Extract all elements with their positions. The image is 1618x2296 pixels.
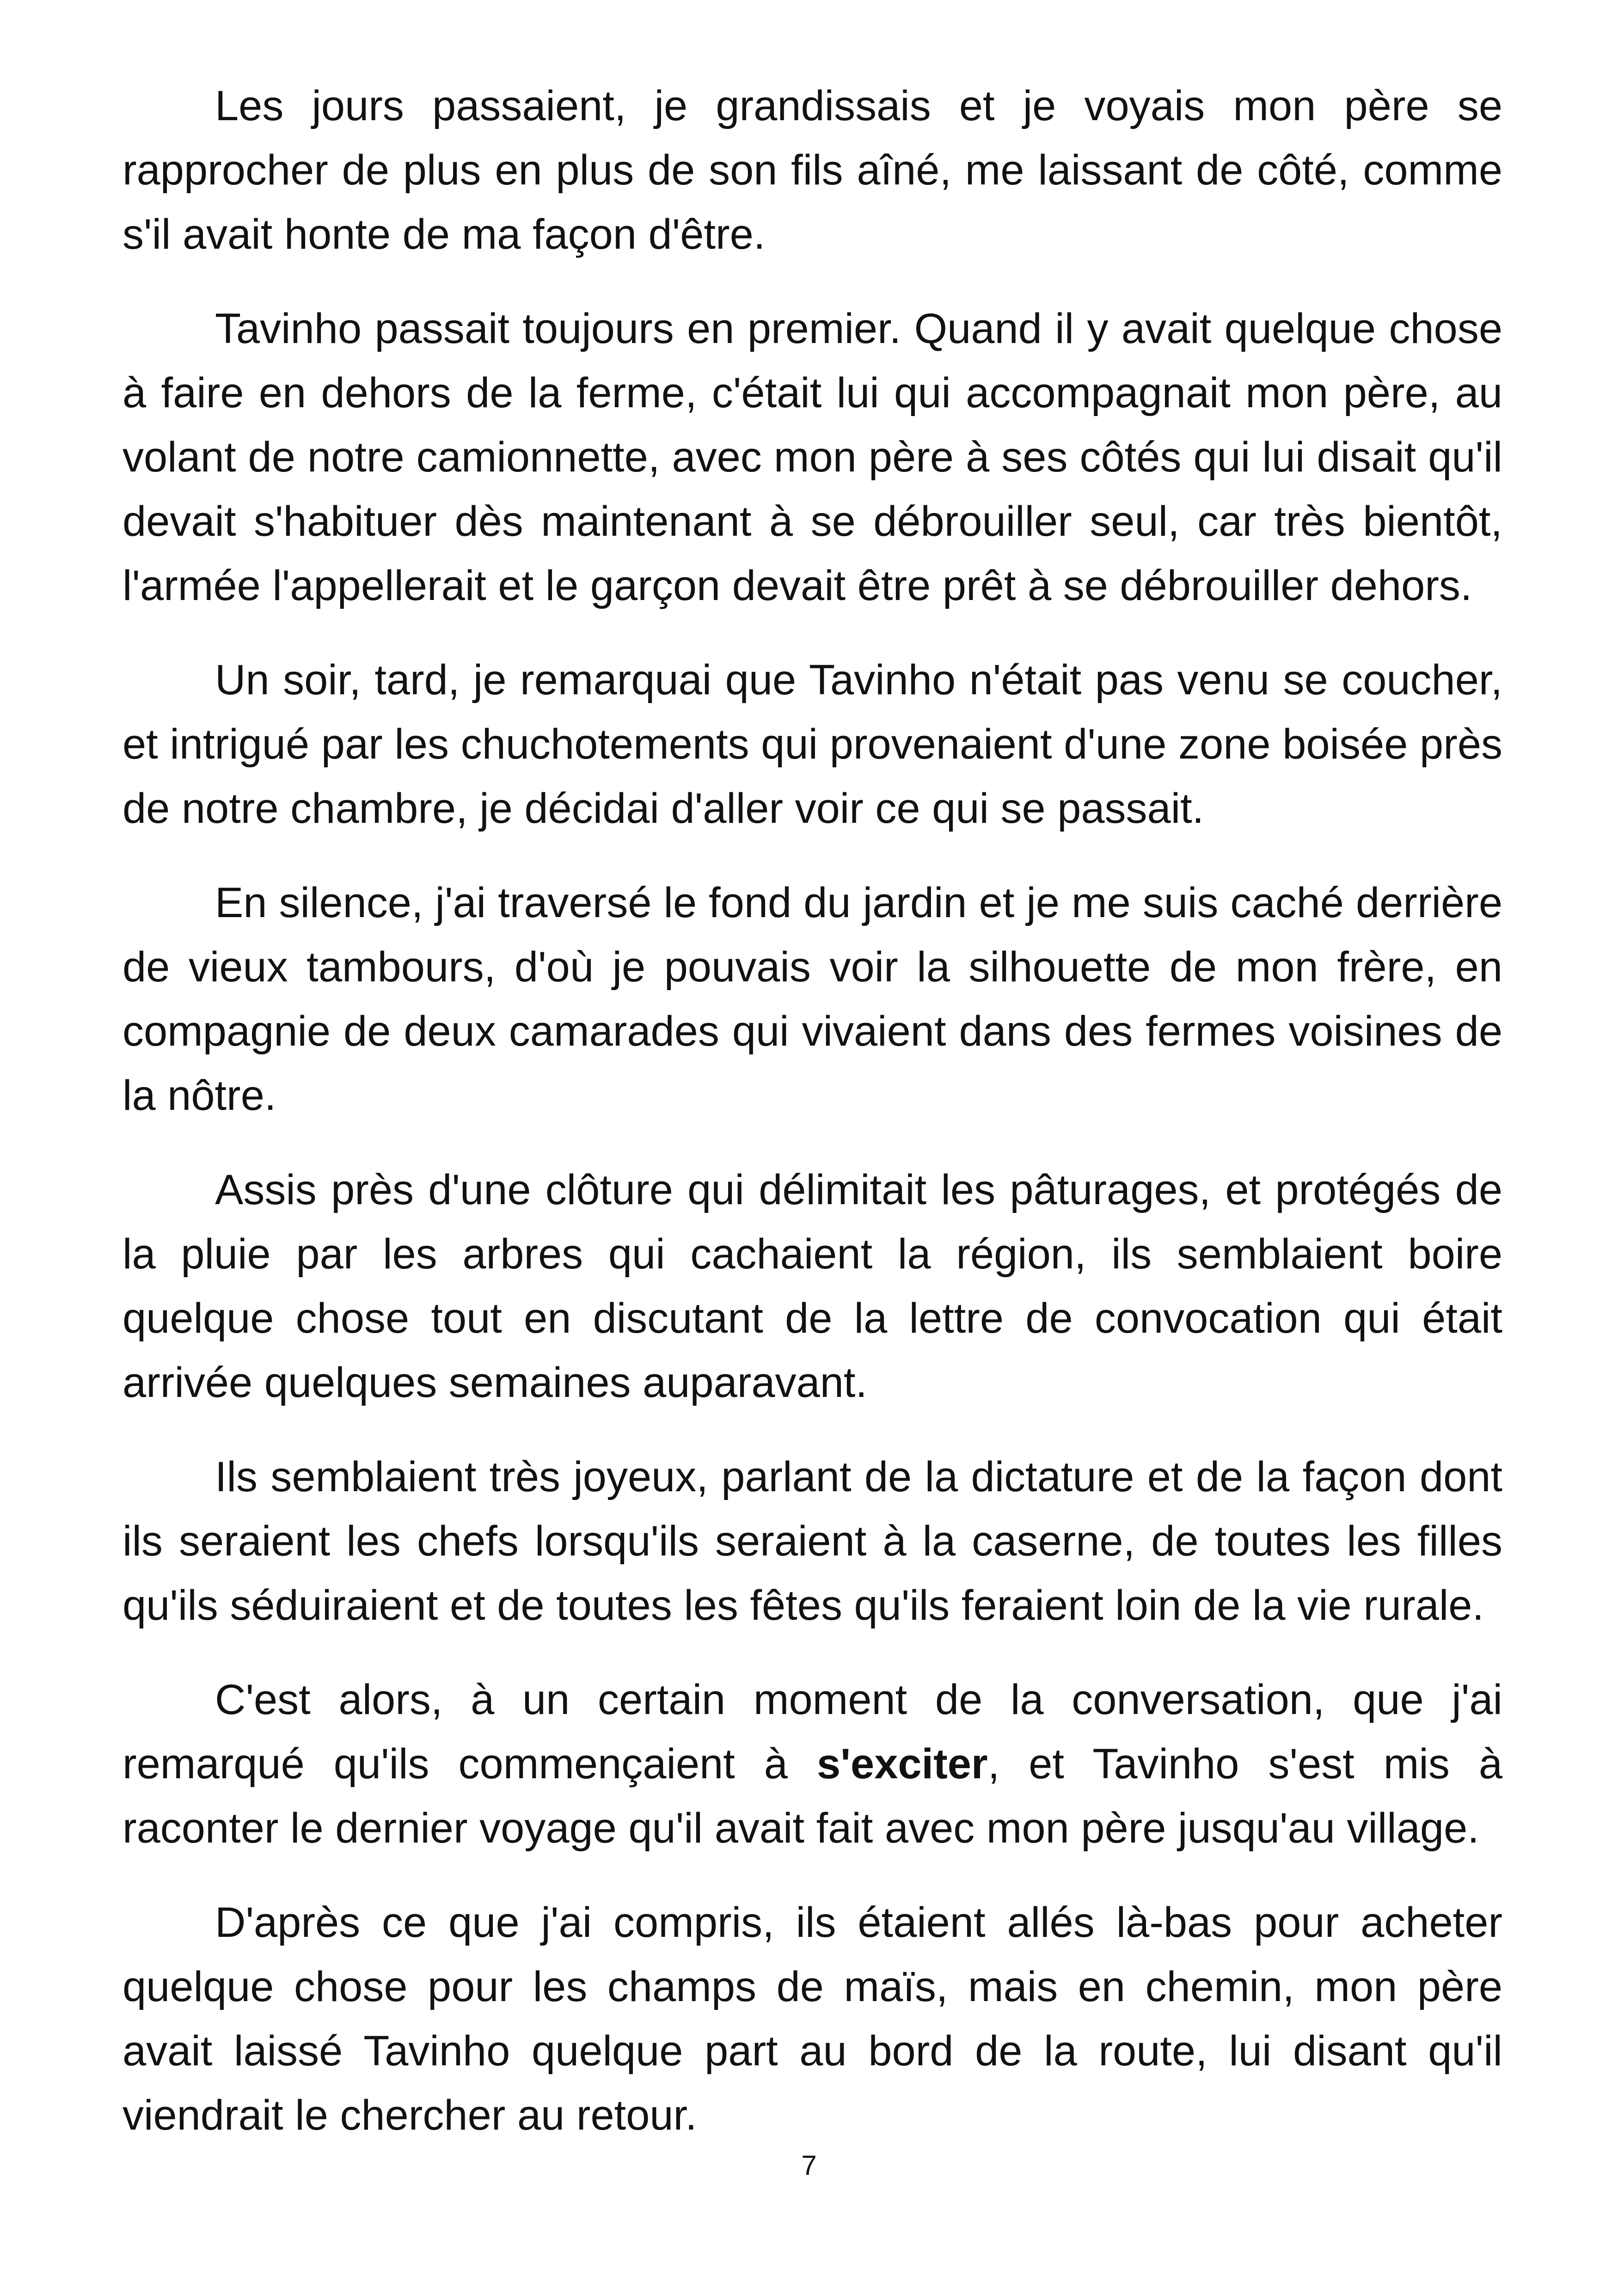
paragraph-5: Assis près d'une clôture qui délimitait les pâturages, et protégés de la pluie par les arbres qui cachaient la région, ils semblaient boire quelque chose tout en discutant de la lettre de convocation qui était arrivée quelques semaines auparavant.: [123, 1166, 1502, 1406]
paragraph-3: Un soir, tard, je remarquai que Tavinho n'était pas venu se coucher, et intrigué par les chuchotements qui provenaient d'une zone boisée près de notre chambre, je décidai d'aller voir ce qui se passait.: [123, 656, 1502, 832]
page-number: 7: [801, 2150, 817, 2181]
paragraph-2: Tavinho passait toujours en premier. Quand il y avait quelque chose à faire en dehors de la ferme, c'était lui qui accompagnait mon père, au volant de notre camionnette, avec mon père à ses côtés qui lui disait qu'il devait s'habituer dès maintenant à se débrouiller seul, car très bientôt, l'armée l'appellerait et le garçon devait être prêt à se débrouiller dehors.: [123, 305, 1502, 609]
paragraph-4: En silence, j'ai traversé le fond du jardin et je me suis caché derrière de vieux tambours, d'où je pouvais voir la silhouette de mon frère, en compagnie de deux camarades qui vivaient dans des fermes voisines de la nôtre.: [123, 879, 1502, 1119]
paragraph-1: Les jours passaient, je grandissais et je voyais mon père se rapprocher de plus en plus de son fils aîné, me laissant de côté, comme s'il avait honte de ma façon d'être.: [123, 82, 1502, 258]
paragraph-7-before: C'est alors, à un certain moment de la conversation, que j'ai remarqué qu'ils commençaient à: [123, 1676, 1502, 1788]
paragraph-7-after: , et Tavinho s'est mis à raconter le dernier voyage qu'il avait fait avec mon père jusqu'au village.: [123, 1740, 1502, 1852]
paragraph-8: D'après ce que j'ai compris, ils étaient allés là-bas pour acheter quelque chose pour les champs de maïs, mais en chemin, mon père avait laissé Tavinho quelque part au bord de la route, lui disant qu'il viendrait le chercher au retour.: [123, 1899, 1502, 2139]
document-page: [123, 74, 1502, 2148]
paragraph-6: Ils semblaient très joyeux, parlant de la dictature et de la façon dont ils seraient les chefs lorsqu'ils seraient à la caserne, de toutes les filles qu'ils séduiraient et de toutes les fêtes qu'ils feraient loin de la vie rurale.: [123, 1453, 1502, 1629]
paragraph-7: [123, 1668, 1502, 1861]
emphasized-word: s'exciter: [816, 1740, 988, 1788]
